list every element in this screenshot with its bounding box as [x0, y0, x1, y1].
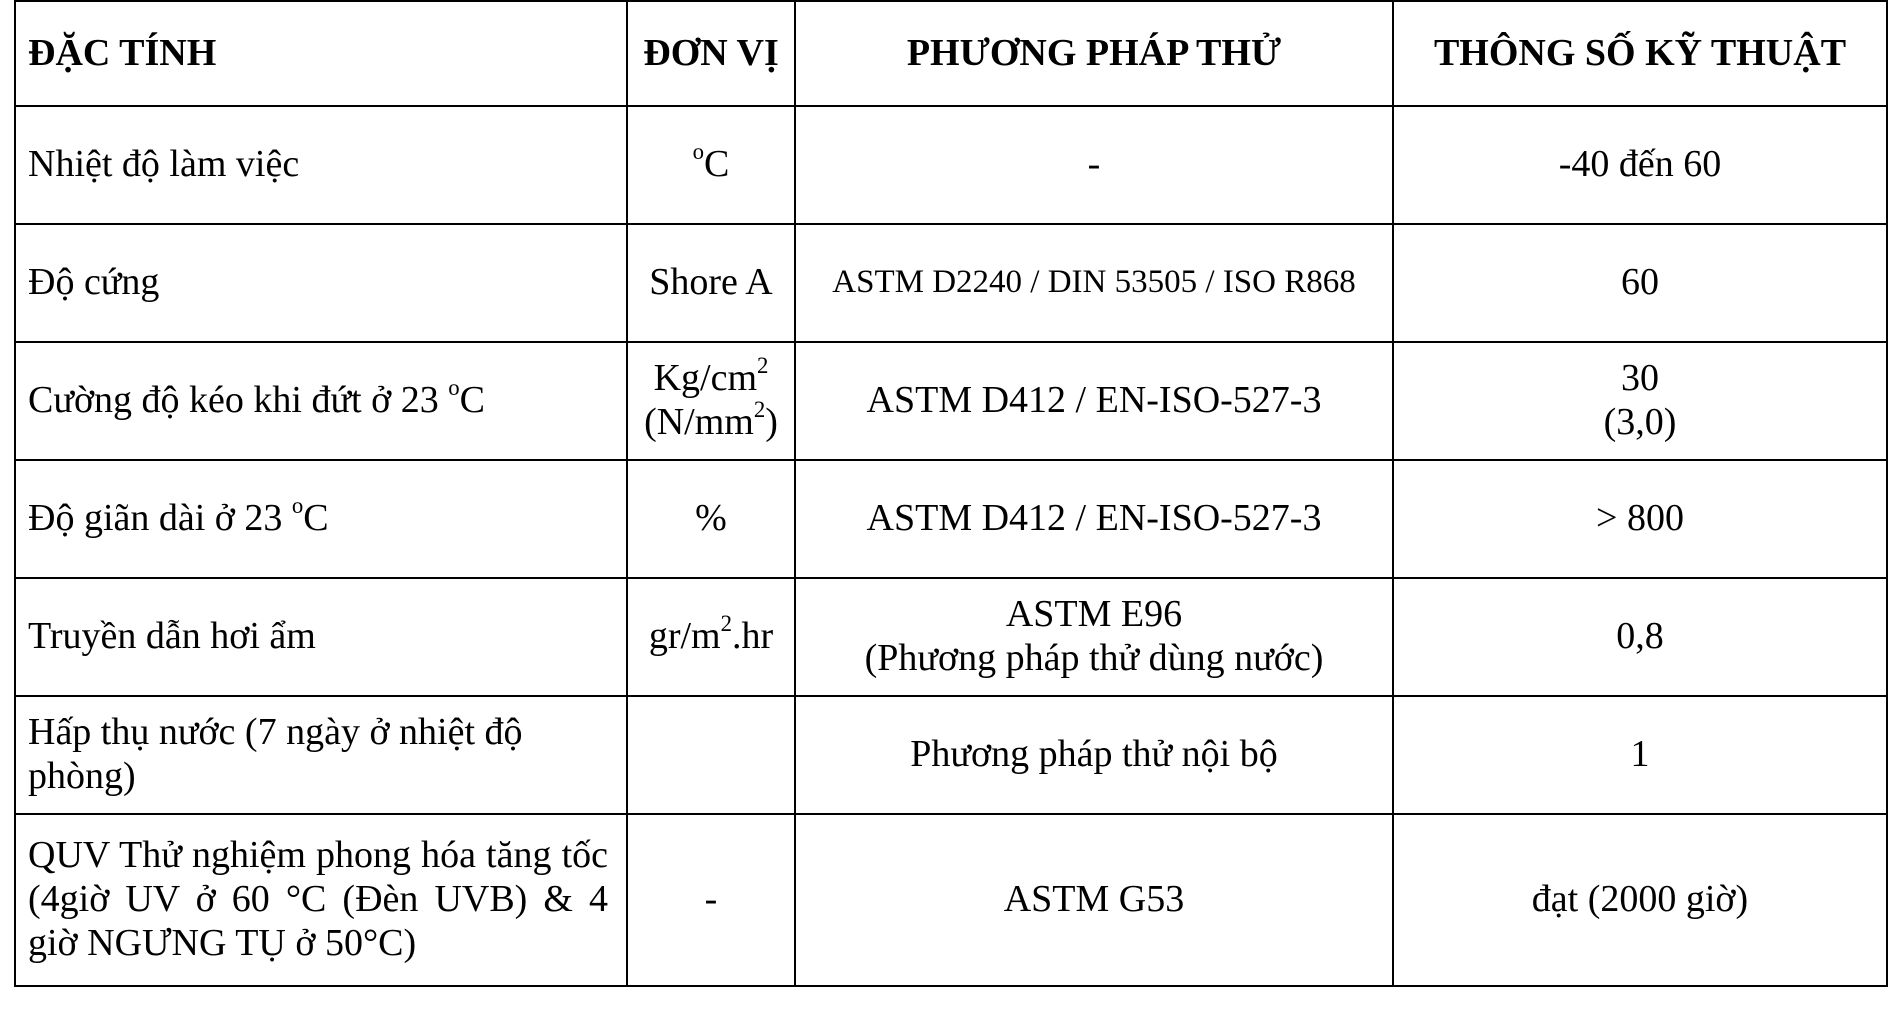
property-cell: Độ cứng [15, 224, 627, 342]
table-row [15, 460, 1887, 578]
property-unit-text: C [459, 379, 485, 422]
property-cell [15, 460, 627, 578]
property-cell: QUV Thử nghiệm phong hóa tăng tốc (4giờ UV ở 60 °C (Đèn UVB) & 4 giờ NGƯNG TỤ ở 50°C) [15, 814, 627, 986]
property-cell: Truyền dẫn hơi ẩm [15, 578, 627, 696]
spec-line: 30 [1621, 357, 1659, 400]
property-superscript: o [448, 375, 460, 401]
unit-text: (N/mm [644, 401, 754, 443]
property-cell: Nhiệt độ làm việc [15, 106, 627, 224]
property-cell: Hấp thụ nước (7 ngày ở nhiệt độ phòng) [15, 696, 627, 814]
method-cell: ASTM G53 [795, 814, 1393, 986]
property-text: Độ giãn dài ở 23 [28, 497, 292, 540]
table-row [15, 578, 1887, 696]
spec-line: (3,0) [1603, 401, 1677, 443]
unit-superscript: o [692, 139, 705, 165]
unit-cell [627, 578, 795, 696]
unit-cell: Shore A [627, 224, 795, 342]
table-row [15, 814, 1887, 986]
spec-cell: 0,8 [1393, 578, 1887, 696]
property-cell [15, 342, 627, 460]
header-unit: ĐƠN VỊ [627, 1, 795, 106]
header-property: ĐẶC TÍNH [15, 1, 627, 106]
unit-text: gr/m [648, 615, 721, 658]
unit-line [640, 396, 782, 445]
unit-text: Kg/cm [653, 357, 758, 400]
property-text: Cường độ kéo khi đứt ở 23 [28, 379, 449, 422]
unit-superscript: 2 [720, 611, 733, 637]
method-cell: - [795, 106, 1393, 224]
spec-table [14, 0, 1888, 987]
method-cell: ASTM D412 / EN-ISO-527-3 [795, 460, 1393, 578]
unit-cell: - [627, 814, 795, 986]
table-row [15, 696, 1887, 814]
method-cell [795, 578, 1393, 696]
table-header-row [15, 1, 1887, 106]
spec-cell: 60 [1393, 224, 1887, 342]
unit-text: ) [765, 401, 778, 443]
method-cell: ASTM D2240 / DIN 53505 / ISO R868 [795, 224, 1393, 342]
header-spec: THÔNG SỐ KỸ THUẬT [1393, 1, 1887, 106]
table-row [15, 106, 1887, 224]
spec-cell: -40 đến 60 [1393, 106, 1887, 224]
unit-superscript: 2 [753, 396, 766, 422]
unit-cell [627, 342, 795, 460]
header-method: PHƯƠNG PHÁP THỬ [795, 1, 1393, 106]
spec-cell: > 800 [1393, 460, 1887, 578]
method-cell: ASTM D412 / EN-ISO-527-3 [795, 342, 1393, 460]
unit-cell [627, 106, 795, 224]
spec-cell: 1 [1393, 696, 1887, 814]
method-line: ASTM E96 [1005, 593, 1183, 636]
method-line: (Phương pháp thử dùng nước) [864, 637, 1324, 679]
property-superscript: o [291, 493, 304, 519]
property-unit-text: C [303, 497, 329, 540]
method-cell: Phương pháp thử nội bộ [795, 696, 1393, 814]
unit-cell: % [627, 460, 795, 578]
spec-cell [1393, 342, 1887, 460]
unit-text: .hr [732, 615, 774, 658]
unit-cell [627, 696, 795, 814]
unit-text: C [704, 143, 730, 186]
unit-line [640, 353, 782, 401]
spec-cell: đạt (2000 giờ) [1393, 814, 1887, 986]
table-row [15, 342, 1887, 460]
unit-superscript: 2 [757, 353, 769, 379]
table-row [15, 224, 1887, 342]
